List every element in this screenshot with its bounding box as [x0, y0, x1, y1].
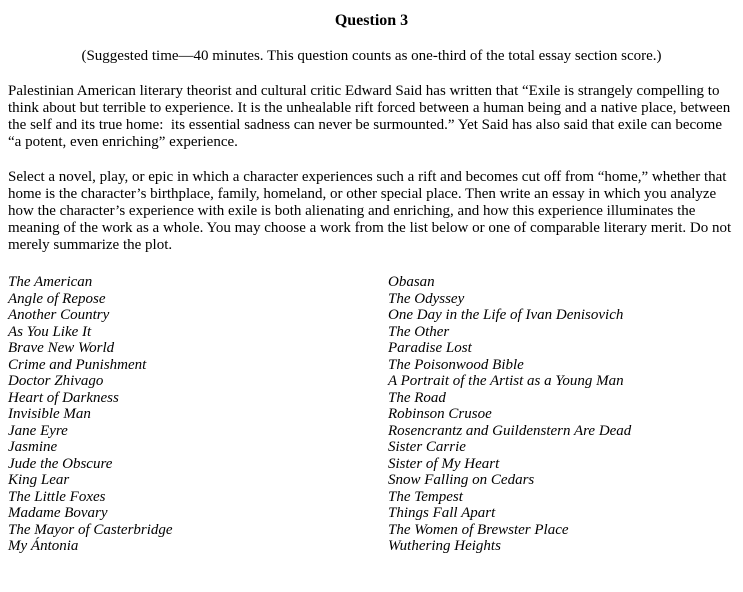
- book-title: The Mayor of Casterbridge: [8, 521, 173, 538]
- book-title: Crime and Punishment: [8, 356, 147, 373]
- book-title: Heart of Darkness: [8, 389, 119, 406]
- paragraph-said-quote: Palestinian American literary theorist and cultural critic Edward Said has written that “Exile is strangely compelling to think about but terrible to experience. It is the unhealable rift forced between a human being and a native place, between the self and its true home: its essential sadness can never be surmounted.” Yet Said has also said that exile can become “a potent, even enriching” experience.: [8, 83, 734, 150]
- book-list-left-column: [8, 274, 388, 555]
- book-title: Invisible Man: [8, 406, 91, 422]
- book-title: Paradise Lost: [388, 340, 472, 356]
- book-title: The Road: [388, 389, 446, 406]
- book-title: The American: [8, 274, 93, 290]
- book-title: Jane Eyre: [8, 422, 68, 439]
- book-title: Doctor Zhivago: [8, 373, 104, 389]
- book-title: The Tempest: [388, 488, 463, 505]
- book-list-right-column: [388, 274, 735, 555]
- book-title: Snow Falling on Cedars: [388, 472, 535, 488]
- book-title: Jude the Obscure: [8, 455, 113, 472]
- book-title: The Women of Brewster Place: [388, 521, 569, 538]
- book-title: Sister Carrie: [388, 439, 466, 455]
- suggested-time-note: (Suggested time—40 minutes. This question counts as one-third of the total essay section score.): [81, 48, 662, 64]
- book-title: Wuthering Heights: [388, 538, 501, 554]
- book-title: My Ántonia: [8, 538, 79, 554]
- book-title: A Portrait of the Artist as a Young Man: [388, 373, 624, 389]
- paragraph-essay-prompt: Select a novel, play, or epic in which a character experiences such a rift and becomes cut off from “home,” whether that home is the character’s birthplace, family, homeland, or other special place. Then write an essay in which you analyze how the character’s experience with exile is both alienating and enriching, and how this experience illuminates the meaning of the work as a whole. You may choose a work from the list below or one of comparable literary merit. Do not merely summarize the plot.: [8, 169, 735, 253]
- book-title: King Lear: [8, 472, 70, 488]
- book-list: [8, 274, 735, 555]
- page-title: Question 3: [334, 12, 409, 29]
- book-title: Things Fall Apart: [388, 505, 496, 521]
- book-title: Angle of Repose: [8, 290, 106, 307]
- book-title: Another Country: [8, 307, 110, 323]
- book-title: The Other: [388, 323, 450, 340]
- book-title: The Poisonwood Bible: [388, 356, 524, 373]
- book-title: The Odyssey: [388, 290, 465, 307]
- book-title: One Day in the Life of Ivan Denisovich: [388, 307, 624, 323]
- book-title: Obasan: [388, 274, 435, 290]
- book-title: Brave New World: [8, 340, 115, 356]
- book-title: Robinson Crusoe: [388, 406, 492, 422]
- book-title: Sister of My Heart: [388, 455, 500, 472]
- book-title: Jasmine: [8, 439, 58, 455]
- book-title: Madame Bovary: [8, 505, 108, 521]
- book-title: Rosencrantz and Guildenstern Are Dead: [388, 422, 632, 439]
- book-title: As You Like It: [8, 323, 92, 340]
- book-title: The Little Foxes: [8, 488, 106, 505]
